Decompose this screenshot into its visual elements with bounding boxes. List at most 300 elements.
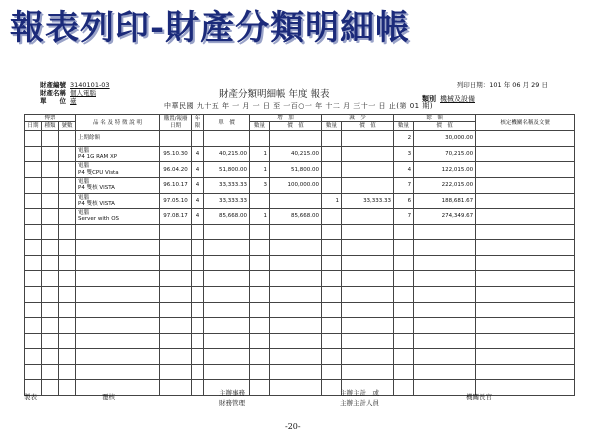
cell-number bbox=[59, 224, 76, 240]
col-acquired-date-line1: 購置/報廢 bbox=[163, 116, 188, 123]
cell-description bbox=[76, 286, 160, 302]
cell-decrease-qty: 1 bbox=[322, 193, 342, 209]
table-row bbox=[25, 255, 575, 271]
col-life bbox=[192, 115, 204, 131]
cell-life bbox=[192, 240, 204, 256]
report-period: 中華民國 九十五 年 一 月 一 日 至 一百○一 年 十二 月 三十一 日 止(第 01 期) bbox=[164, 102, 434, 110]
cell-balance-qty bbox=[394, 240, 414, 256]
cell-balance-qty: 2 bbox=[394, 131, 414, 147]
cell-description bbox=[76, 318, 160, 334]
cell-type bbox=[42, 364, 59, 380]
cell-acquired-date bbox=[160, 380, 192, 396]
cell-balance-value bbox=[414, 349, 476, 365]
cell-unit-price bbox=[204, 255, 250, 271]
cell-unit-price bbox=[204, 271, 250, 287]
cell-date bbox=[25, 333, 42, 349]
cell-date bbox=[25, 286, 42, 302]
banner-title: 報表列印-財產分類明細帳 bbox=[10, 8, 411, 48]
cell-number bbox=[59, 380, 76, 396]
cell-decrease-qty bbox=[322, 162, 342, 178]
table-row bbox=[25, 224, 575, 240]
cell-number bbox=[59, 364, 76, 380]
cell-increase-qty bbox=[250, 364, 270, 380]
cell-increase-qty: 1 bbox=[250, 162, 270, 178]
cell-increase-qty bbox=[250, 255, 270, 271]
sign-affairs-line1: 主辦事務 bbox=[219, 389, 245, 397]
cell-increase-value: 40,215.00 bbox=[270, 146, 322, 162]
cell-date bbox=[25, 271, 42, 287]
cell-balance-value: 70,215.00 bbox=[414, 146, 476, 162]
cell-balance-value bbox=[414, 318, 476, 334]
cell-balance-value bbox=[414, 255, 476, 271]
cell-date bbox=[25, 302, 42, 318]
cell-unit-price bbox=[204, 364, 250, 380]
cell-acquired-date bbox=[160, 364, 192, 380]
cell-acquired-date bbox=[160, 131, 192, 147]
cell-life bbox=[192, 364, 204, 380]
category-label: 類別 bbox=[422, 95, 436, 103]
cell-balance-value: 30,000.00 bbox=[414, 131, 476, 147]
cell-decrease-qty bbox=[322, 146, 342, 162]
cell-unit-price bbox=[204, 318, 250, 334]
cell-balance-qty bbox=[394, 380, 414, 396]
cell-approver bbox=[476, 364, 575, 380]
sign-maker bbox=[24, 392, 37, 402]
cell-description bbox=[76, 178, 160, 194]
cell-decrease-qty bbox=[322, 333, 342, 349]
cell-acquired-date: 95.10.30 bbox=[160, 146, 192, 162]
item-name: 電腦 bbox=[78, 194, 90, 201]
sign-accounting bbox=[340, 388, 379, 408]
cell-date bbox=[25, 209, 42, 225]
cell-type bbox=[42, 162, 59, 178]
col-increase-qty: 數量 bbox=[250, 122, 270, 131]
cell-acquired-date bbox=[160, 224, 192, 240]
col-unit-price: 單 價 bbox=[204, 115, 250, 131]
cell-type bbox=[42, 318, 59, 334]
cell-increase-value bbox=[270, 318, 322, 334]
cell-date bbox=[25, 224, 42, 240]
cell-unit-price bbox=[204, 333, 250, 349]
cell-acquired-date bbox=[160, 349, 192, 365]
cell-date bbox=[25, 364, 42, 380]
cell-balance-value bbox=[414, 224, 476, 240]
asset-number-value: 3140101-03 bbox=[70, 81, 110, 89]
cell-balance-qty bbox=[394, 255, 414, 271]
cell-description bbox=[76, 302, 160, 318]
cell-balance-qty bbox=[394, 333, 414, 349]
cell-balance-value: 274,349.67 bbox=[414, 209, 476, 225]
cell-date bbox=[25, 162, 42, 178]
cell-decrease-value bbox=[342, 162, 394, 178]
cell-life: 4 bbox=[192, 146, 204, 162]
cell-acquired-date bbox=[160, 333, 192, 349]
cell-balance-value: 222,015.00 bbox=[414, 178, 476, 194]
cell-acquired-date bbox=[160, 286, 192, 302]
cell-description bbox=[76, 131, 160, 147]
item-name: 上期餘額 bbox=[78, 135, 101, 142]
cell-acquired-date bbox=[160, 271, 192, 287]
table-row bbox=[25, 240, 575, 256]
cell-balance-value bbox=[414, 240, 476, 256]
table-row bbox=[25, 178, 575, 194]
item-spec: P4 雙CPU Vista bbox=[78, 169, 119, 176]
cell-decrease-value bbox=[342, 333, 394, 349]
cell-approver bbox=[476, 162, 575, 178]
cell-increase-qty bbox=[250, 193, 270, 209]
asset-number-label: 財產編號 bbox=[40, 81, 66, 89]
cell-number bbox=[59, 209, 76, 225]
report-title: 財產分類明細帳 年度 報表 bbox=[219, 89, 330, 100]
cell-acquired-date bbox=[160, 318, 192, 334]
cell-number bbox=[59, 193, 76, 209]
col-decrease: 減 少 bbox=[322, 115, 394, 122]
cell-balance-qty bbox=[394, 318, 414, 334]
cell-decrease-qty bbox=[322, 302, 342, 318]
cell-type bbox=[42, 302, 59, 318]
col-approver: 核定機關名稱及文號 bbox=[476, 115, 575, 131]
cell-decrease-qty bbox=[322, 318, 342, 334]
cell-date bbox=[25, 255, 42, 271]
ledger-body bbox=[25, 131, 575, 396]
col-increase-value: 價 值 bbox=[270, 122, 322, 131]
col-balance: 餘 額 bbox=[394, 115, 476, 122]
cell-increase-value: 85,668.00 bbox=[270, 209, 322, 225]
cell-decrease-qty bbox=[322, 209, 342, 225]
item-spec: Server with OS bbox=[78, 216, 120, 223]
cell-balance-qty: 3 bbox=[394, 146, 414, 162]
col-voucher: 傳票 bbox=[25, 115, 76, 122]
unit bbox=[40, 96, 77, 105]
sign-chief bbox=[466, 392, 492, 402]
unit-value: 臺 bbox=[70, 97, 77, 105]
cell-life: 4 bbox=[192, 209, 204, 225]
cell-decrease-qty bbox=[322, 255, 342, 271]
cell-acquired-date bbox=[160, 240, 192, 256]
table-row bbox=[25, 271, 575, 287]
cell-acquired-date: 97.05.10 bbox=[160, 193, 192, 209]
cell-number bbox=[59, 286, 76, 302]
table-row bbox=[25, 349, 575, 365]
item-spec: P4 雙核 VISTA bbox=[78, 200, 115, 207]
cell-type bbox=[42, 240, 59, 256]
col-increase: 增 加 bbox=[250, 115, 322, 122]
table-row bbox=[25, 209, 575, 225]
sign-chief-label: 機關長官 bbox=[466, 393, 492, 401]
cell-decrease-value bbox=[342, 349, 394, 365]
cell-decrease-qty bbox=[322, 271, 342, 287]
cell-type bbox=[42, 255, 59, 271]
cell-increase-qty bbox=[250, 131, 270, 147]
sign-affairs bbox=[219, 388, 245, 408]
cell-life bbox=[192, 333, 204, 349]
table-row bbox=[25, 302, 575, 318]
cell-type bbox=[42, 349, 59, 365]
cell-increase-qty bbox=[250, 318, 270, 334]
cell-increase-value bbox=[270, 271, 322, 287]
cell-balance-qty bbox=[394, 302, 414, 318]
col-date: 日期 bbox=[25, 122, 42, 131]
cell-increase-value bbox=[270, 302, 322, 318]
item-name: 電腦 bbox=[78, 210, 90, 217]
cell-life bbox=[192, 302, 204, 318]
cell-number bbox=[59, 131, 76, 147]
cell-increase-qty: 1 bbox=[250, 209, 270, 225]
cell-decrease-value bbox=[342, 286, 394, 302]
item-name: 電腦 bbox=[78, 163, 90, 170]
cell-increase-value bbox=[270, 380, 322, 396]
cell-unit-price bbox=[204, 349, 250, 365]
cell-description bbox=[76, 349, 160, 365]
table-row bbox=[25, 318, 575, 334]
cell-approver bbox=[476, 178, 575, 194]
cell-date bbox=[25, 349, 42, 365]
cell-balance-qty bbox=[394, 224, 414, 240]
cell-description bbox=[76, 209, 160, 225]
cell-number bbox=[59, 146, 76, 162]
cell-number bbox=[59, 333, 76, 349]
cell-approver bbox=[476, 224, 575, 240]
cell-number bbox=[59, 302, 76, 318]
cell-type bbox=[42, 224, 59, 240]
cell-approver bbox=[476, 193, 575, 209]
table-row bbox=[25, 286, 575, 302]
cell-decrease-value bbox=[342, 364, 394, 380]
cell-balance-value bbox=[414, 271, 476, 287]
cell-balance-value bbox=[414, 302, 476, 318]
item-name: 電腦 bbox=[78, 178, 90, 185]
cell-life bbox=[192, 318, 204, 334]
cell-approver bbox=[476, 240, 575, 256]
cell-description bbox=[76, 271, 160, 287]
cell-increase-value bbox=[270, 131, 322, 147]
col-balance-value: 價 值 bbox=[414, 122, 476, 131]
table-row bbox=[25, 131, 575, 147]
cell-increase-value bbox=[270, 364, 322, 380]
cell-life: 4 bbox=[192, 193, 204, 209]
cell-balance-value bbox=[414, 364, 476, 380]
cell-decrease-value: 33,333.33 bbox=[342, 193, 394, 209]
cell-increase-value bbox=[270, 193, 322, 209]
cell-unit-price: 33,333.33 bbox=[204, 178, 250, 194]
col-life-line2: 限 bbox=[194, 122, 201, 129]
asset-name-value: 個人電腦 bbox=[70, 89, 96, 97]
asset-name-label: 財產名稱 bbox=[40, 89, 66, 97]
cell-increase-value bbox=[270, 333, 322, 349]
cell-balance-value bbox=[414, 333, 476, 349]
cell-description bbox=[76, 364, 160, 380]
cell-approver bbox=[476, 302, 575, 318]
cell-description bbox=[76, 333, 160, 349]
cell-approver bbox=[476, 131, 575, 147]
cell-increase-value bbox=[270, 255, 322, 271]
cell-type bbox=[42, 146, 59, 162]
cell-unit-price: 40,215.00 bbox=[204, 146, 250, 162]
cell-decrease-value bbox=[342, 131, 394, 147]
cell-type bbox=[42, 271, 59, 287]
cell-increase-qty bbox=[250, 224, 270, 240]
cell-increase-qty bbox=[250, 271, 270, 287]
col-life-line1: 年 bbox=[194, 116, 201, 123]
cell-life bbox=[192, 380, 204, 396]
cell-description bbox=[76, 255, 160, 271]
item-spec: P4 1G RAM XP bbox=[78, 154, 118, 161]
cell-description bbox=[76, 193, 160, 209]
cell-decrease-value bbox=[342, 178, 394, 194]
cell-description bbox=[76, 240, 160, 256]
cell-unit-price bbox=[204, 240, 250, 256]
cell-decrease-qty bbox=[322, 286, 342, 302]
cell-unit-price: 51,800.00 bbox=[204, 162, 250, 178]
table-row bbox=[25, 333, 575, 349]
page-number: -20- bbox=[285, 422, 301, 431]
table-row bbox=[25, 193, 575, 209]
table-row bbox=[25, 364, 575, 380]
cell-unit-price: 85,668.00 bbox=[204, 209, 250, 225]
cell-decrease-value bbox=[342, 302, 394, 318]
cell-number bbox=[59, 255, 76, 271]
col-acquired-date-line2: 日期 bbox=[170, 122, 182, 129]
cell-number bbox=[59, 349, 76, 365]
cell-acquired-date bbox=[160, 302, 192, 318]
cell-unit-price bbox=[204, 302, 250, 318]
cell-increase-qty bbox=[250, 349, 270, 365]
sign-reviewer bbox=[102, 392, 115, 402]
category-value: 機械及設備 bbox=[440, 95, 475, 103]
cell-acquired-date: 97.08.17 bbox=[160, 209, 192, 225]
cell-increase-value bbox=[270, 286, 322, 302]
cell-increase-value: 51,800.00 bbox=[270, 162, 322, 178]
cell-life: 4 bbox=[192, 178, 204, 194]
cell-life bbox=[192, 286, 204, 302]
cell-balance-qty: 7 bbox=[394, 178, 414, 194]
cell-acquired-date bbox=[160, 255, 192, 271]
cell-date bbox=[25, 146, 42, 162]
cell-decrease-qty bbox=[322, 178, 342, 194]
col-decrease-value: 價 值 bbox=[342, 122, 394, 131]
cell-unit-price: 33,333.33 bbox=[204, 193, 250, 209]
cell-increase-value: 100,000.00 bbox=[270, 178, 322, 194]
sign-accounting-line2: 主辦主計人員 bbox=[340, 399, 379, 407]
cell-type bbox=[42, 209, 59, 225]
cell-acquired-date: 96.10.17 bbox=[160, 178, 192, 194]
unit-label: 單 位 bbox=[40, 97, 66, 105]
sign-affairs-line2: 財務管理 bbox=[219, 399, 245, 407]
cell-type bbox=[42, 131, 59, 147]
cell-decrease-qty bbox=[322, 224, 342, 240]
col-type: 種類 bbox=[42, 122, 59, 131]
cell-balance-qty bbox=[394, 271, 414, 287]
cell-approver bbox=[476, 318, 575, 334]
cell-unit-price bbox=[204, 286, 250, 302]
cell-balance-value bbox=[414, 286, 476, 302]
cell-unit-price bbox=[204, 224, 250, 240]
sign-maker-label: 製表 bbox=[24, 393, 37, 401]
print-date: 列印日期：101 年 06 月 29 日 bbox=[456, 81, 548, 89]
cell-decrease-value bbox=[342, 255, 394, 271]
cell-number bbox=[59, 162, 76, 178]
table-row bbox=[25, 146, 575, 162]
cell-approver bbox=[476, 333, 575, 349]
cell-decrease-value bbox=[342, 209, 394, 225]
cell-date bbox=[25, 240, 42, 256]
report-sheet bbox=[14, 70, 582, 432]
cell-balance-value: 122,015.00 bbox=[414, 162, 476, 178]
cell-description bbox=[76, 380, 160, 396]
cell-type bbox=[42, 380, 59, 396]
cell-acquired-date: 96.04.20 bbox=[160, 162, 192, 178]
col-number: 號數 bbox=[59, 122, 76, 131]
cell-increase-qty bbox=[250, 333, 270, 349]
cell-approver bbox=[476, 255, 575, 271]
cell-approver bbox=[476, 209, 575, 225]
sign-accounting-line1: 主辦主計 或 bbox=[340, 389, 379, 397]
cell-number bbox=[59, 271, 76, 287]
cell-number bbox=[59, 178, 76, 194]
cell-description bbox=[76, 224, 160, 240]
cell-life bbox=[192, 224, 204, 240]
item-spec: P4 雙核 VISTA bbox=[78, 185, 115, 192]
cell-life bbox=[192, 255, 204, 271]
cell-type bbox=[42, 286, 59, 302]
cell-decrease-value bbox=[342, 318, 394, 334]
cell-date bbox=[25, 193, 42, 209]
cell-number bbox=[59, 240, 76, 256]
cell-balance-qty: 7 bbox=[394, 209, 414, 225]
cell-life bbox=[192, 271, 204, 287]
cell-increase-qty bbox=[250, 302, 270, 318]
cell-approver bbox=[476, 146, 575, 162]
cell-unit-price bbox=[204, 131, 250, 147]
cell-decrease-value bbox=[342, 146, 394, 162]
cell-increase-qty: 3 bbox=[250, 178, 270, 194]
cell-increase-value bbox=[270, 349, 322, 365]
cell-balance-qty bbox=[394, 364, 414, 380]
cell-approver bbox=[476, 271, 575, 287]
cell-increase-qty bbox=[250, 286, 270, 302]
cell-decrease-qty bbox=[322, 131, 342, 147]
cell-life bbox=[192, 349, 204, 365]
cell-decrease-value bbox=[342, 240, 394, 256]
cell-life: 4 bbox=[192, 162, 204, 178]
cell-increase-qty bbox=[250, 240, 270, 256]
cell-balance-value: 188,681.67 bbox=[414, 193, 476, 209]
cell-decrease-value bbox=[342, 224, 394, 240]
cell-type bbox=[42, 193, 59, 209]
cell-date bbox=[25, 318, 42, 334]
col-decrease-qty: 數量 bbox=[322, 122, 342, 131]
cell-decrease-qty bbox=[322, 364, 342, 380]
cell-date bbox=[25, 131, 42, 147]
cell-balance-qty bbox=[394, 349, 414, 365]
cell-date bbox=[25, 178, 42, 194]
cell-decrease-qty bbox=[322, 380, 342, 396]
item-name: 電腦 bbox=[78, 147, 90, 154]
table-row bbox=[25, 162, 575, 178]
cell-balance-qty bbox=[394, 286, 414, 302]
cell-type bbox=[42, 178, 59, 194]
cell-number bbox=[59, 318, 76, 334]
cell-decrease-qty bbox=[322, 240, 342, 256]
cell-decrease-qty bbox=[322, 349, 342, 365]
ledger-table bbox=[24, 114, 575, 396]
cell-increase-value bbox=[270, 224, 322, 240]
col-description: 品 名 及 特 徵 說 明 bbox=[76, 115, 160, 131]
cell-life bbox=[192, 131, 204, 147]
col-balance-qty: 數量 bbox=[394, 122, 414, 131]
cell-increase-qty: 1 bbox=[250, 146, 270, 162]
cell-description bbox=[76, 162, 160, 178]
